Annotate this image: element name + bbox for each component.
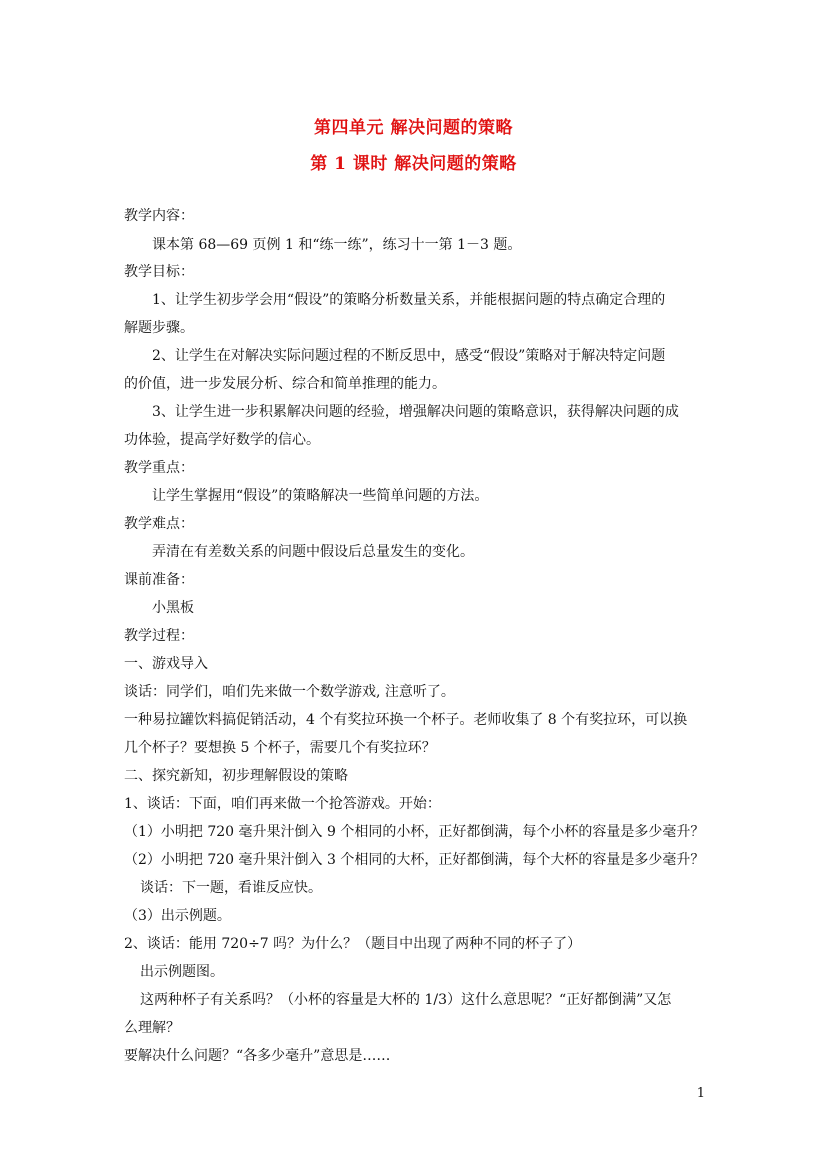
paragraph-line: 2、让学生在对解决实际问题过程的不断反思中，感受“假设”策略对于解决特定问题	[152, 348, 666, 364]
paragraph-line: （3）出示例题。	[124, 908, 231, 924]
paragraph-line: 让学生掌握用“假设”的策略解决一些简单问题的方法。	[152, 488, 489, 504]
paragraph-line: 弄清在有差数关系的问题中假设后总量发生的变化。	[152, 544, 474, 560]
paragraph-line: 3、让学生进一步积累解决问题的经验，增强解决问题的策略意识，获得解决问题的成	[152, 404, 679, 420]
section-heading-preparation: 课前准备：	[124, 572, 194, 588]
paragraph-line: 功体验，提高学好数学的信心。	[124, 432, 320, 448]
paragraph-line: 么理解？	[124, 1020, 180, 1036]
paragraph-line: 课本第 68—69 页例 1 和“练一练”，练习十一第 1－3 题。	[152, 237, 522, 253]
paragraph-line: 出示例题图。	[140, 964, 224, 980]
paragraph-line: 这两种杯子有关系吗？（小杯的容量是大杯的 1/3）这什么意思呢？“正好都倒满”又怎	[140, 992, 672, 1008]
paragraph-line: 1、让学生初步学会用“假设”的策略分析数量关系，并能根据问题的特点确定合理的	[152, 292, 666, 308]
paragraph-line: 小黑板	[152, 600, 194, 616]
page-number: 1	[696, 1086, 705, 1101]
paragraph-line: 解题步骤。	[124, 320, 194, 336]
section-heading-content: 教学内容：	[124, 208, 194, 224]
paragraph-line: 一、游戏导入	[124, 656, 208, 672]
section-heading-process: 教学过程：	[124, 628, 194, 644]
lesson-title: 第 1 课时 解决问题的策略	[310, 154, 517, 174]
paragraph-line: 谈话：同学们，咱们先来做一个数学游戏, 注意听了。	[124, 684, 455, 700]
paragraph-line: 几个杯子？要想换 5 个杯子，需要几个有奖拉环？	[124, 740, 436, 756]
unit-title: 第四单元 解决问题的策略	[314, 118, 513, 138]
paragraph-line: （2）小明把 720 毫升果汁倒入 3 个相同的大杯，正好都倒满，每个大杯的容量是多少毫升？	[124, 852, 705, 868]
paragraph-line: （1）小明把 720 毫升果汁倒入 9 个相同的小杯，正好都倒满，每个小杯的容量是多少毫升？	[124, 824, 705, 840]
paragraph-line: 一种易拉罐饮料搞促销活动，4 个有奖拉环换一个杯子。老师收集了 8 个有奖拉环，可以换	[124, 712, 688, 728]
paragraph-line: 的价值，进一步发展分析、综合和简单推理的能力。	[124, 376, 446, 392]
paragraph-line: 要解决什么问题？“各多少毫升”意思是……	[124, 1048, 391, 1064]
section-heading-key-points: 教学重点：	[124, 460, 194, 476]
paragraph-line: 谈话：下一题，看谁反应快。	[140, 880, 322, 896]
section-heading-difficulties: 教学难点：	[124, 516, 194, 532]
paragraph-line: 二、探究新知，初步理解假设的策略	[124, 768, 348, 784]
paragraph-line: 2、谈话：能用 720÷7 吗？为什么？（题目中出现了两种不同的杯子了）	[124, 936, 582, 952]
paragraph-line: 1、谈话：下面，咱们再来做一个抢答游戏。开始：	[124, 796, 441, 812]
section-heading-objectives: 教学目标：	[124, 264, 194, 280]
